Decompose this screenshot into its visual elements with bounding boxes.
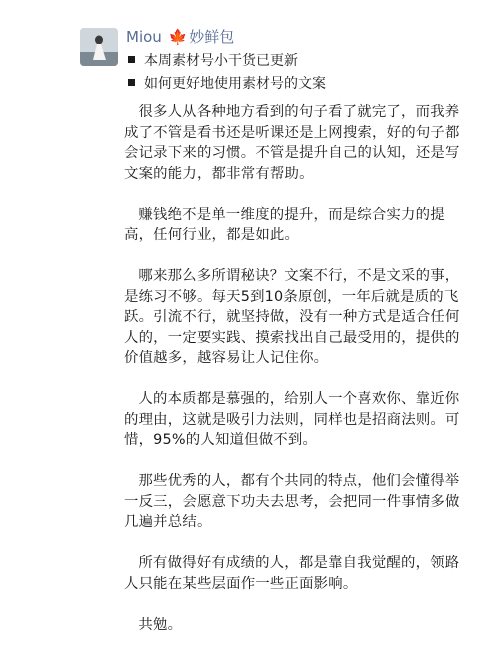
- maple-leaf-icon: 🍁: [168, 28, 188, 46]
- avatar-image: [80, 28, 118, 66]
- bullet-list: [128, 50, 478, 96]
- author-display-name: Miou: [126, 28, 162, 46]
- author-name[interactable]: [126, 26, 234, 47]
- square-bullet-icon: [128, 56, 135, 63]
- square-bullet-icon: [128, 79, 135, 86]
- paragraph: 人的本质都是慕强的，给别人一个喜欢你、靠近你的理由，这就是吸引力法则，同样也是招商法则。可惜，95%的人知道但做不到。: [124, 391, 460, 448]
- article-body: [124, 102, 466, 635]
- paragraph: 那些优秀的人，都有个共同的特点，他们会懂得举一反三，会愿意下功夫去思考，会把同一件事情多做几遍并总结。: [124, 473, 460, 530]
- closing-line: 共勉。: [138, 616, 183, 633]
- paragraph: 赚钱绝不是单一维度的提升，而是综合实力的提高，任何行业，都是如此。: [124, 206, 445, 243]
- list-item: [128, 73, 478, 96]
- bullet-text: 如何更好地使用素材号的文案: [144, 76, 326, 92]
- avatar[interactable]: [80, 28, 118, 66]
- bullet-text: 本周素材号小干货已更新: [144, 53, 298, 69]
- author-nickname: 妙鲜包: [189, 28, 235, 46]
- paragraph: 很多人从各种地方看到的句子看了就完了，而我养成了不管是看书还是听课还是上网搜索，好的句子都会记录下来的习惯。不管是提升自己的认知，还是写文案的能力，都非常有帮助。: [124, 104, 460, 182]
- list-item: [128, 50, 478, 73]
- paragraph: 哪来那么多所谓秘诀？文案不行，不是文采的事，是练习不够。每天5到10条原创，一年后就是质的飞跃。引流不行，就坚持做，没有一种方式是适合任何人的，一定要实践、摸索找出自己最受用的，提供的价值越多，越容易让人记住你。: [124, 268, 460, 366]
- paragraph: 所有做得好有成绩的人，都是靠自我觉醒的，领路人只能在某些层面作一些正面影响。: [124, 555, 460, 592]
